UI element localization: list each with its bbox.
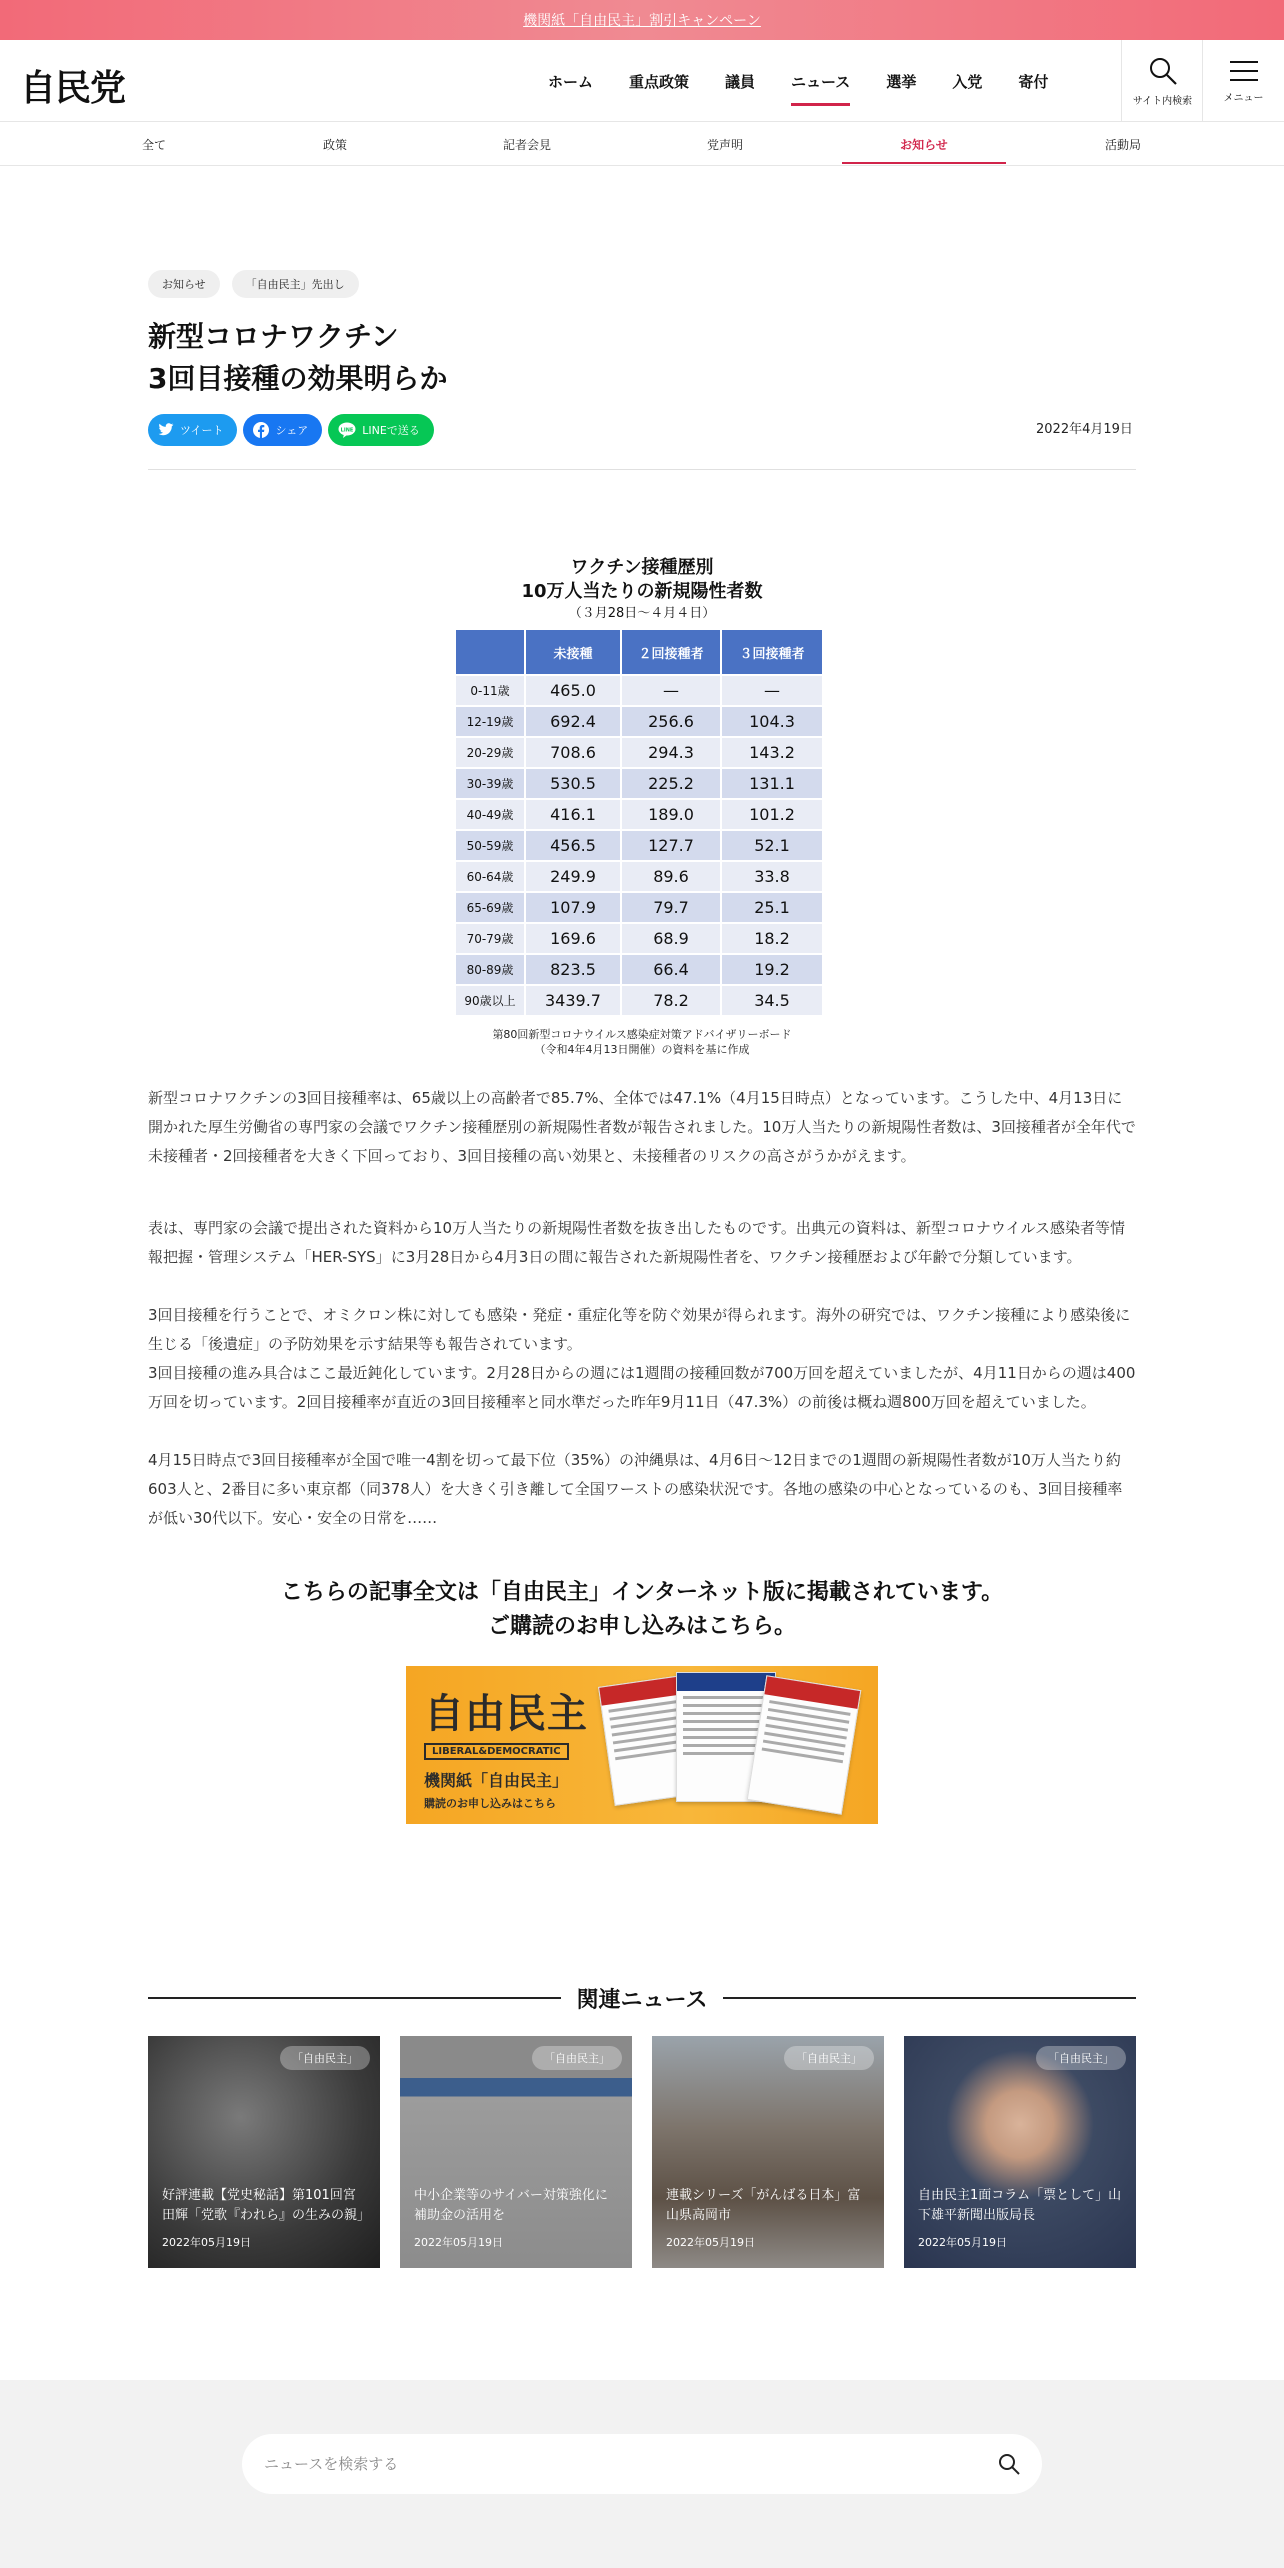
- table-row: [456, 955, 822, 984]
- figure-title: [440, 556, 844, 604]
- heading-rule-left: [148, 1997, 561, 1999]
- figure-subtitle: （３月28日〜４月４日）: [568, 606, 716, 621]
- age-cell: 50-59歳: [456, 831, 524, 860]
- card-badge: 「自由民主」: [532, 2046, 622, 2070]
- heading-rule-right: [723, 1997, 1136, 1999]
- banner-liberal-democratic: LIBERAL&DEMOCRATIC: [424, 1743, 569, 1760]
- related-news-card[interactable]: [652, 2036, 884, 2268]
- divider: [148, 469, 1136, 470]
- search-icon[interactable]: [998, 2453, 1020, 2475]
- table-header-three-doses: ３回接種者: [722, 630, 822, 674]
- value-cell-unvaccinated: 107.9: [526, 893, 620, 922]
- subscribe-cta: [148, 1576, 1136, 1644]
- body-paragraph-3: 3回目接種を行うことで、オミクロン株に対しても感染・発症・重症化等を防ぐ効果が得られます。海外の研究では、ワクチン接種により感染後に生じる「後遺症」の予防効果を示す結果等も報告されています。: [148, 1306, 1131, 1353]
- facebook-share-label: シェア: [275, 424, 309, 437]
- card-badge: 「自由民主」: [280, 2046, 370, 2070]
- twitter-icon: [158, 423, 174, 437]
- table-row: [456, 986, 822, 1015]
- banner-brand: 自由民主: [424, 1691, 588, 1737]
- age-cell: 30-39歳: [456, 769, 524, 798]
- value-cell-unvaccinated: 465.0: [526, 676, 620, 705]
- body-paragraph-2: 表は、専門家の会議で提出された資料から10万人当たりの新規陽性者数を抜き出したものです。出典元の資料は、新型コロナウイルス感染者等情報把握・管理システム「HER-SYS」に3月28日から4月3日の間に報告された新規陽性者を、ワクチン接種歴および年齢で分類しています。: [148, 1219, 1125, 1266]
- value-cell-two-doses: —: [622, 676, 720, 705]
- value-cell-two-doses: 89.6: [622, 862, 720, 891]
- cta-line1: こちらの記事全文は「自由民主」インターネット版に掲載されています。: [280, 1580, 1004, 1605]
- card-date: 2022年05月19日: [414, 2236, 503, 2249]
- nav-home[interactable]: ホーム: [548, 72, 594, 91]
- menu-label: メニュー: [1223, 92, 1264, 104]
- age-cell: 70-79歳: [456, 924, 524, 953]
- age-cell: 20-29歳: [456, 738, 524, 767]
- value-cell-two-doses: 294.3: [622, 738, 720, 767]
- value-cell-three-doses: 131.1: [722, 769, 822, 798]
- related-news-card[interactable]: [904, 2036, 1136, 2268]
- nav-policy[interactable]: 重点政策: [629, 72, 690, 91]
- site-logo[interactable]: 自民党: [20, 68, 126, 109]
- table-row: [456, 707, 822, 736]
- age-cell: 40-49歳: [456, 800, 524, 829]
- vaccination-table: [454, 628, 824, 1017]
- banner-brand-block: [424, 1682, 588, 1811]
- value-cell-three-doses: —: [722, 676, 822, 705]
- tag-notice[interactable]: お知らせ: [148, 270, 220, 298]
- value-cell-three-doses: 34.5: [722, 986, 822, 1015]
- article-tags: [148, 270, 359, 298]
- value-cell-two-doses: 189.0: [622, 800, 720, 829]
- site-search-button[interactable]: [1121, 40, 1203, 122]
- value-cell-three-doses: 25.1: [722, 893, 822, 922]
- newspaper-image: [747, 1675, 862, 1814]
- nav-join[interactable]: 入党: [952, 72, 983, 91]
- tab-all[interactable]: 全て: [141, 137, 166, 152]
- promo-link[interactable]: 機関紙「自由民主」割引キャンペーン: [523, 13, 761, 29]
- value-cell-unvaccinated: 708.6: [526, 738, 620, 767]
- body-paragraph-4: 3回目接種の進み具合はここ最近鈍化しています。2月28日からの週には1週間の接種回数が700万回を超えていましたが、4月11日からの週は400万回を切っています。2回目接種率が直近の3回目接種率と同水準だった昨年9月11日（47.3%）の前後は概ね週800万回を超えていました。: [148, 1364, 1136, 1411]
- tag-jiyuminshu[interactable]: 「自由民主」先出し: [232, 270, 359, 298]
- banner-subscribe-text: 購読のお申し込みはこちら: [424, 1797, 556, 1810]
- facebook-icon: [253, 422, 269, 438]
- value-cell-three-doses: 143.2: [722, 738, 822, 767]
- nav-news[interactable]: ニュース: [791, 40, 850, 122]
- footer: [0, 2380, 1284, 2568]
- article-title-line2: 3回目接種の効果明らか: [148, 362, 448, 395]
- table-header-two-doses: ２回接種者: [622, 630, 720, 674]
- related-news-title: 関連ニュース: [576, 1987, 708, 2013]
- tab-activity[interactable]: 活動局: [1104, 137, 1141, 152]
- table-header-unvaccinated: 未接種: [526, 630, 620, 674]
- value-cell-unvaccinated: 456.5: [526, 831, 620, 860]
- subscribe-banner[interactable]: [406, 1666, 878, 1824]
- line-share-button[interactable]: [328, 414, 434, 446]
- value-cell-three-doses: 19.2: [722, 955, 822, 984]
- value-cell-three-doses: 33.8: [722, 862, 822, 891]
- nav-members[interactable]: 議員: [725, 72, 756, 91]
- tab-statement[interactable]: 党声明: [706, 137, 743, 152]
- site-header: [0, 40, 1284, 122]
- body-paragraph-5: 4月15日時点で3回目接種率が全国で唯一4割を切って最下位（35%）の沖縄県は、4月6日～12日までの1週間の新規陽性者数が10万人当たり約603人と、2番目に多い東京都（同378人）を大きく引き離して全国ワーストの感染状況です。各地の感染の中心となっているのも、3回目接種率が低い30代以下。安心・安全の日常を……: [148, 1451, 1123, 1527]
- body-paragraph-1: 新型コロナワクチンの3回目接種率は、65歳以上の高齢者で85.7%、全体では47.1%（4月15日時点）となっています。こうした中、4月13日に開かれた厚生労働省の専門家の会議でワクチン接種歴別の新規陽性者数が報告されました。10万人当たりの新規陽性者数は、3回接種者が全年代で未接種者・2回接種者を大きく下回っており、3回目接種の高い効果と、未接種者のリスクの高さがうかがえます。: [148, 1089, 1136, 1165]
- table-row: [456, 831, 822, 860]
- line-share-label: LINEで送る: [362, 424, 420, 437]
- cta-line2: ご購読のお申し込みはこちら。: [487, 1614, 796, 1639]
- value-cell-unvaccinated: 823.5: [526, 955, 620, 984]
- promo-banner: [0, 0, 1284, 40]
- age-cell: 60-64歳: [456, 862, 524, 891]
- menu-button[interactable]: [1202, 40, 1284, 122]
- value-cell-two-doses: 79.7: [622, 893, 720, 922]
- age-cell: 0-11歳: [456, 676, 524, 705]
- value-cell-two-doses: 66.4: [622, 955, 720, 984]
- table-row: [456, 893, 822, 922]
- value-cell-two-doses: 78.2: [622, 986, 720, 1015]
- value-cell-three-doses: 52.1: [722, 831, 822, 860]
- related-news-card[interactable]: [148, 2036, 380, 2268]
- figure-note: [440, 1027, 844, 1057]
- value-cell-unvaccinated: 692.4: [526, 707, 620, 736]
- card-title: 中小企業等のサイバー対策強化に補助金の活用を: [414, 2188, 608, 2223]
- value-cell-unvaccinated: 169.6: [526, 924, 620, 953]
- site-search-label: サイト内検索: [1132, 95, 1193, 107]
- age-cell: 12-19歳: [456, 707, 524, 736]
- table-row: [456, 800, 822, 829]
- table-row: [456, 769, 822, 798]
- card-date: 2022年05月19日: [666, 2236, 755, 2249]
- value-cell-two-doses: 225.2: [622, 769, 720, 798]
- article-title-line1: 新型コロナワクチン: [148, 320, 399, 353]
- card-date: 2022年05月19日: [918, 2236, 1007, 2249]
- tweet-label: ツイート: [180, 424, 224, 437]
- card-title: 連載シリーズ「がんばる日本」富山県高岡市: [666, 2188, 861, 2223]
- value-cell-two-doses: 68.9: [622, 924, 720, 953]
- figure-note-line2: （令和4年4月13日開催）の資料を基に作成: [534, 1043, 750, 1056]
- line-icon: [338, 422, 356, 438]
- card-title: 好評連載【党史秘話】第101回宮田輝「党歌『われら』の生みの親」: [162, 2188, 371, 2223]
- category-tabs: [0, 122, 1284, 166]
- value-cell-three-doses: 18.2: [722, 924, 822, 953]
- facebook-share-button[interactable]: [243, 414, 322, 446]
- age-cell: 90歳以上: [456, 986, 524, 1015]
- table-body: [456, 676, 822, 1015]
- share-buttons: [148, 414, 434, 446]
- tab-press[interactable]: 記者会見: [502, 137, 551, 152]
- news-search-input[interactable]: [264, 2455, 998, 2473]
- related-news-card[interactable]: [400, 2036, 632, 2268]
- value-cell-three-doses: 101.2: [722, 800, 822, 829]
- card-date: 2022年05月19日: [162, 2236, 251, 2249]
- article-date: 2022年4月19日: [1036, 422, 1133, 437]
- news-search-box: [242, 2434, 1042, 2494]
- value-cell-two-doses: 127.7: [622, 831, 720, 860]
- value-cell-unvaccinated: 3439.7: [526, 986, 620, 1015]
- age-cell: 65-69歳: [456, 893, 524, 922]
- tweet-button[interactable]: [148, 414, 237, 446]
- nav-election[interactable]: 選挙: [886, 72, 917, 91]
- value-cell-unvaccinated: 249.9: [526, 862, 620, 891]
- hamburger-icon: [1228, 59, 1260, 83]
- age-cell: 80-89歳: [456, 955, 524, 984]
- card-badge: 「自由民主」: [784, 2046, 874, 2070]
- value-cell-two-doses: 256.6: [622, 707, 720, 736]
- figure-title-line1: ワクチン接種歴別: [570, 557, 714, 578]
- tab-notice[interactable]: お知らせ: [842, 122, 1006, 166]
- table-row: [456, 676, 822, 705]
- nav-donate[interactable]: 寄付: [1018, 72, 1049, 91]
- value-cell-three-doses: 104.3: [722, 707, 822, 736]
- article-title: [148, 316, 447, 400]
- value-cell-unvaccinated: 530.5: [526, 769, 620, 798]
- table-row: [456, 862, 822, 891]
- figure-note-line1: 第80回新型コロナウイルス感染症対策アドバイザリーボード: [492, 1028, 792, 1041]
- main-nav: [548, 40, 1048, 122]
- table-row: [456, 738, 822, 767]
- card-title: 自由民主1面コラム「票として」山下雄平新聞出版局長: [918, 2188, 1122, 2223]
- svg-text:LINE: LINE: [340, 427, 354, 434]
- search-icon: [1148, 56, 1178, 86]
- table-header-empty: [456, 630, 524, 674]
- value-cell-unvaccinated: 416.1: [526, 800, 620, 829]
- banner-kikanshi: 機関紙「自由民主」: [424, 1771, 569, 1790]
- card-badge: 「自由民主」: [1036, 2046, 1126, 2070]
- related-news-heading: [148, 1980, 1136, 2016]
- table-row: [456, 924, 822, 953]
- tab-policy[interactable]: 政策: [322, 137, 347, 152]
- figure-title-line2: 10万人当たりの新規陽性者数: [521, 581, 763, 602]
